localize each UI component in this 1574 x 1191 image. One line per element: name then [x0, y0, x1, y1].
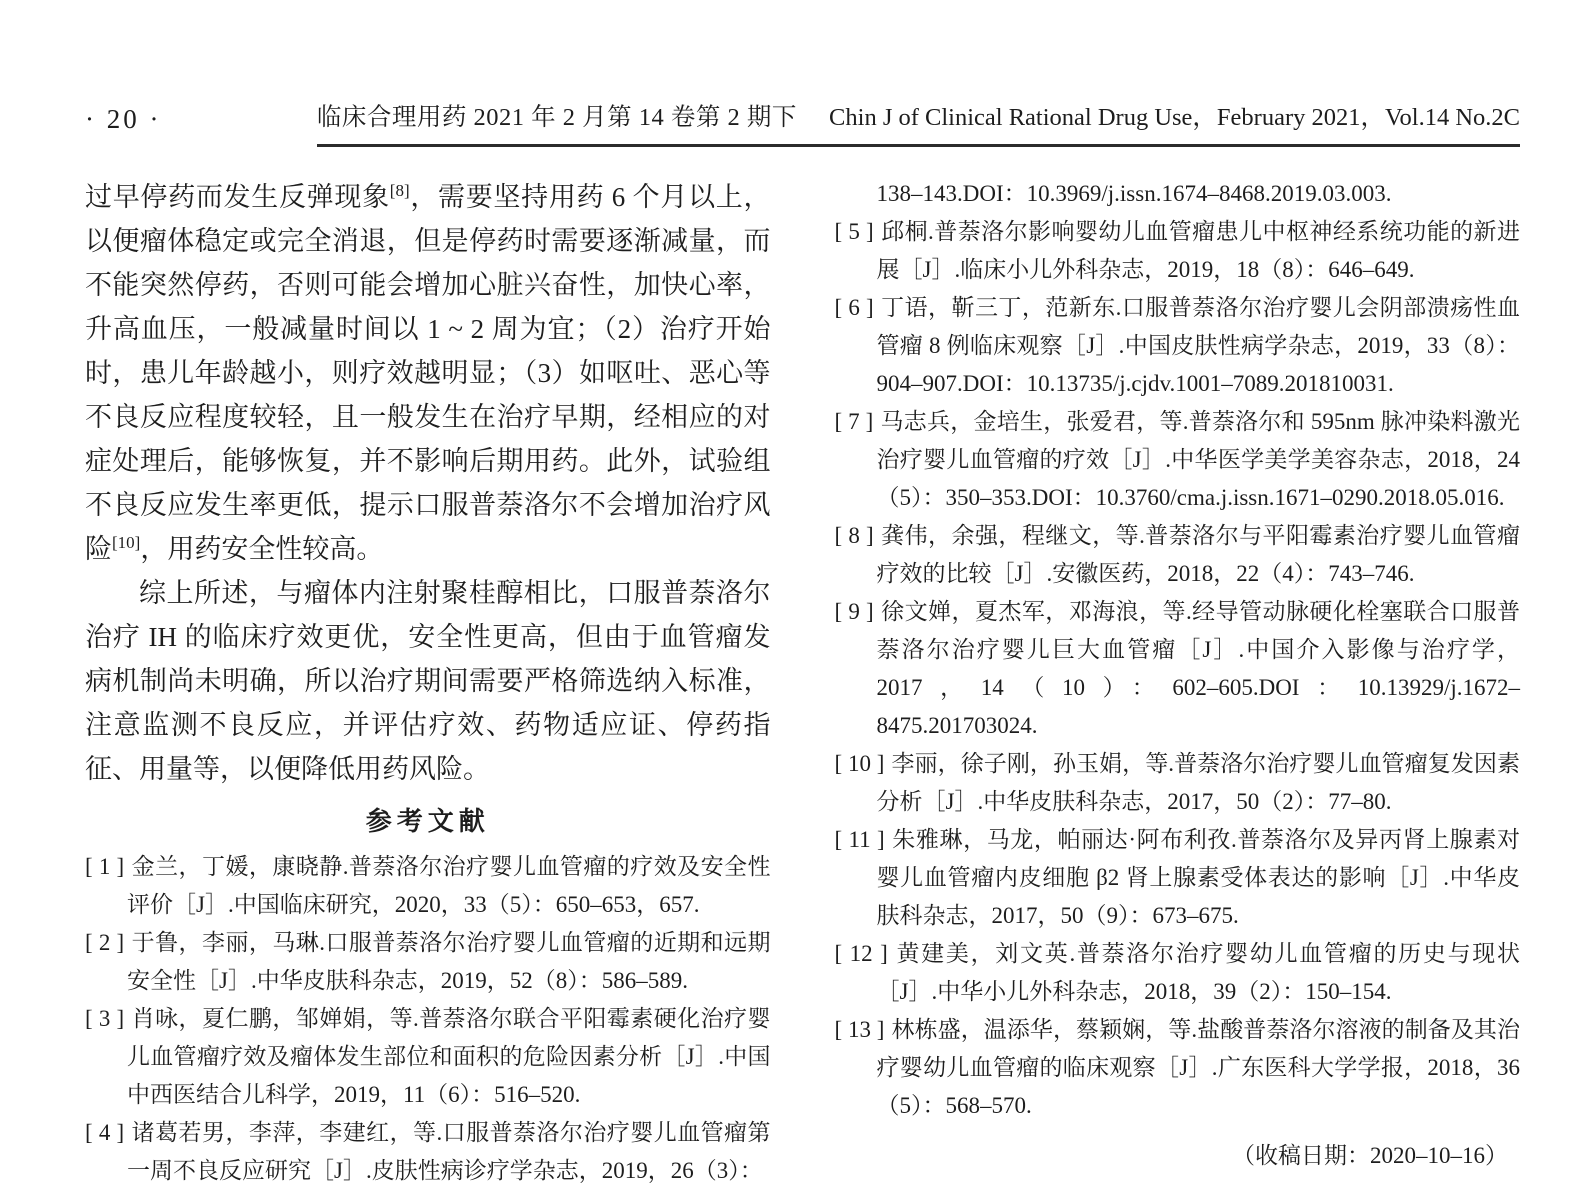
reference-number: [ 8 ]: [834, 523, 874, 548]
reference-number: [ 12 ]: [834, 941, 888, 966]
references-right-list: [835, 213, 1521, 1125]
reference-number: [ 2 ]: [85, 930, 125, 955]
reference-number: [ 5 ]: [834, 219, 874, 244]
received-date: （收稿日期：2020–10–16）: [1232, 1143, 1508, 1168]
citation-superscript: [8]: [389, 181, 410, 200]
reference-item: [ 11 ] 朱雅琳，马龙，帕丽达·阿布利孜.普萘洛尔及异丙肾上腺素对婴儿血管瘤内皮细胞 β2 肾上腺素受体表达的影响［J］.中华皮肤科杂志，2017，50（9）：673–675.: [834, 827, 1520, 928]
journal-title-line: [317, 98, 1520, 147]
reference-number: [ 10 ]: [834, 751, 885, 776]
reference-item: [ 13 ] 林栋盛，温添华，蔡颖娴，等.盐酸普萘洛尔溶液的制备及其治疗婴幼儿血管瘤的临床观察［J］.广东医科大学学报，2018，36（5）：568–570.: [834, 1017, 1520, 1118]
reference-item: [ 1 ] 金兰，丁媛，康晓静.普萘洛尔治疗婴儿血管瘤的疗效及安全性评价［J］.中国临床研究，2020，33（5）：650–653，657.: [85, 854, 771, 917]
reference-continuation: 138–143.DOI：10.3969/j.issn.1674–8468.2019.03.003.: [876, 181, 1392, 206]
reference-item: [ 10 ] 李丽，徐子刚，孙玉娟，等.普萘洛尔治疗婴儿血管瘤复发因素分析［J］.中华皮肤科杂志，2017，50（2）：77–80.: [834, 751, 1520, 814]
reference-item: [ 4 ] 诸葛若男，李萍，李建红，等.口服普萘洛尔治疗婴儿血管瘤第一周不良反应研究［J］.皮肤性病诊疗学杂志，2019，26（3）：: [85, 1120, 771, 1183]
citation-superscript: [10]: [112, 533, 141, 552]
reference-item: [ 9 ] 徐文婵，夏杰军，邓海浪，等.经导管动脉硬化栓塞联合口服普萘洛尔治疗婴儿巨大血管瘤［J］.中国介入影像与治疗学，2017，14（10）：602–605.DOI：10.13929/j.1672–8475.201703024.: [834, 599, 1520, 738]
right-column: [835, 175, 1521, 1190]
references-heading: 参考文献: [365, 806, 490, 836]
reference-number: [ 13 ]: [834, 1017, 885, 1042]
journal-title-en: Chin J of Clinical Rational Drug Use，February 2021，Vol.14 No.2C: [829, 104, 1520, 131]
page-header: [0, 0, 1574, 147]
journal-title-cn: 临床合理用药 2021 年 2 月第 14 卷第 2 期下: [316, 104, 797, 131]
reference-item: [ 6 ] 丁语，靳三丁，范新东.口服普萘洛尔治疗婴儿会阴部溃疡性血管瘤 8 例临床观察［J］.中国皮肤性病学杂志，2019，33（8）：904–907.DOI：10.13735/j.cjdv.1001–7089.201810031.: [834, 295, 1520, 396]
reference-number: [ 11 ]: [834, 827, 885, 852]
reference-number: [ 9 ]: [834, 599, 874, 624]
reference-item: [ 2 ] 于鲁，李丽，马琳.口服普萘洛尔治疗婴儿血管瘤的近期和远期安全性［J］.中华皮肤科杂志，2019，52（8）：586–589.: [85, 930, 771, 993]
article-body: [0, 147, 1574, 1190]
body-paragraphs: [85, 175, 771, 791]
reference-number: [ 1 ]: [85, 854, 125, 879]
references-left-list: [85, 848, 771, 1190]
reference-number: [ 7 ]: [834, 409, 874, 434]
body-paragraph: 综上所述，与瘤体内注射聚桂醇相比，口服普萘洛尔治疗 IH 的临床疗效更优，安全性更高，但由于血管瘤发病机制尚未明确，所以治疗期间需要严格筛选纳入标准，注意监测不良反应，并评估疗效、药物适应证、停药指征、用量等，以便降低用药风险。: [85, 578, 771, 784]
left-column: [85, 175, 771, 1190]
reference-item: [ 5 ] 邱桐.普萘洛尔影响婴幼儿血管瘤患儿中枢神经系统功能的新进展［J］.临床小儿外科杂志，2019，18（8）：646–649.: [834, 219, 1520, 282]
reference-item: [ 3 ] 肖咏，夏仁鹏，邹婵娟，等.普萘洛尔联合平阳霉素硬化治疗婴儿血管瘤疗效及瘤体发生部位和面积的危险因素分析［J］.中国中西医结合儿科学，2019，11（6）：516–520.: [85, 1006, 771, 1107]
reference-number: [ 3 ]: [85, 1006, 125, 1031]
reference-item: [ 12 ] 黄建美，刘文英.普萘洛尔治疗婴幼儿血管瘤的历史与现状［J］.中华小儿外科杂志，2018，39（2）：150–154.: [834, 941, 1520, 1004]
reference-item: [ 8 ] 龚伟，余强，程继文，等.普萘洛尔与平阳霉素治疗婴儿血管瘤疗效的比较［J］.安徽医药，2018，22（4）：743–746.: [834, 523, 1520, 586]
body-paragraph: 过早停药而发生反弹现象[8]，需要坚持用药 6 个月以上，以便瘤体稳定或完全消退，但是停药时需要逐渐减量，而不能突然停药，否则可能会增加心脏兴奋性，加快心率，升高血压，一般减量时间以 1 ~ 2 周为宜；（2）治疗开始时，患儿年龄越小，则疗效越明显；（3）如呕吐、恶心等不良反应程度较轻，且一般发生在治疗早期，经相应的对症处理后，能够恢复，并不影响后期用药。此外，试验组不良反应发生率更低，提示口服普萘洛尔不会增加治疗风险[10]，用药安全性较高。: [85, 181, 771, 564]
page-number: · 20 ·: [85, 104, 162, 134]
reference-item: [ 7 ] 马志兵，金培生，张爱君，等.普萘洛尔和 595nm 脉冲染料激光治疗婴儿血管瘤的疗效［J］.中华医学美学美容杂志，2018，24（5）：350–353.DOI：10.3760/cma.j.issn.1671–0290.2018.05.016.: [834, 409, 1520, 510]
reference-number: [ 6 ]: [834, 295, 874, 320]
reference-number: [ 4 ]: [85, 1120, 125, 1145]
